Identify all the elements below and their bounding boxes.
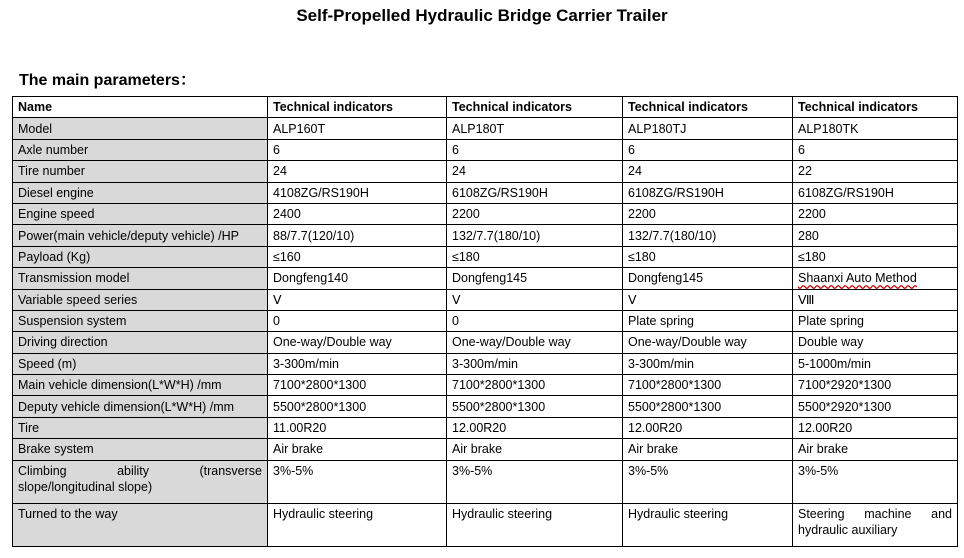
parameter-value-cell: Air brake <box>623 439 793 460</box>
table-row <box>13 396 958 417</box>
table-row <box>13 289 958 310</box>
section-heading: The main parameters： <box>19 72 196 89</box>
parameter-value-cell: 5500*2800*1300 <box>623 396 793 417</box>
parameter-value-cell: Air brake <box>793 439 958 460</box>
parameter-value-cell: 7100*2800*1300 <box>447 375 623 396</box>
table-row <box>13 460 958 503</box>
parameter-value-cell: 5500*2920*1300 <box>793 396 958 417</box>
parameter-value-cell: ≤180 <box>447 246 623 267</box>
parameter-value-cell: 6 <box>793 139 958 160</box>
parameter-value-cell: 6108ZG/RS190H <box>623 182 793 203</box>
parameter-value-cell: 12.00R20 <box>447 417 623 438</box>
table-row <box>13 225 958 246</box>
parameter-value-cell: 6108ZG/RS190H <box>447 182 623 203</box>
parameter-value-cell: 7100*2800*1300 <box>623 375 793 396</box>
table-row <box>13 439 958 460</box>
table-row <box>13 118 958 139</box>
parameter-value-cell: 5-1000m/min <box>793 353 958 374</box>
parameter-name-cell: Deputy vehicle dimension(L*W*H) /mm <box>13 396 268 417</box>
parameter-value-cell: 3%-5% <box>268 460 447 503</box>
parameter-value-cell: ≤180 <box>793 246 958 267</box>
table-row <box>13 139 958 160</box>
parameter-value-cell: 24 <box>623 161 793 182</box>
parameter-value-cell: 2200 <box>447 203 623 224</box>
parameter-value-cell: 7100*2920*1300 <box>793 375 958 396</box>
parameter-value-cell: Ⅴ <box>268 289 447 310</box>
parameter-value-cell: 22 <box>793 161 958 182</box>
parameter-name-cell: Tire <box>13 417 268 438</box>
parameter-value-cell: Dongfeng145 <box>447 268 623 289</box>
parameter-value-cell: 3-300m/min <box>268 353 447 374</box>
parameter-value-cell: ALP180T <box>447 118 623 139</box>
parameter-value-cell: One-way/Double way <box>623 332 793 353</box>
parameter-name-cell: Payload (Kg) <box>13 246 268 267</box>
parameter-value-cell: Dongfeng145 <box>623 268 793 289</box>
parameter-value-cell: 11.00R20 <box>268 417 447 438</box>
table-row <box>13 332 958 353</box>
parameter-value-cell: Plate spring <box>793 310 958 331</box>
parameter-value-cell: Double way <box>793 332 958 353</box>
parameter-value-cell: Air brake <box>268 439 447 460</box>
parameter-value-cell: 5500*2800*1300 <box>268 396 447 417</box>
header-cell: Technical indicators <box>793 97 958 118</box>
parameter-value-cell: 24 <box>268 161 447 182</box>
parameter-value-cell: 12.00R20 <box>623 417 793 438</box>
parameter-value-cell: Air brake <box>447 439 623 460</box>
parameter-value-cell: 6 <box>447 139 623 160</box>
parameter-value-cell <box>793 268 958 289</box>
parameter-value-cell: One-way/Double way <box>447 332 623 353</box>
parameter-value-cell: 5500*2800*1300 <box>447 396 623 417</box>
parameter-name-cell: Tire number <box>13 161 268 182</box>
parameter-value-cell: 6108ZG/RS190H <box>793 182 958 203</box>
parameter-value-cell: 2400 <box>268 203 447 224</box>
table-row <box>13 503 958 546</box>
parameter-value-cell: 4108ZG/RS190H <box>268 182 447 203</box>
table-row <box>13 161 958 182</box>
parameter-value-cell: Plate spring <box>623 310 793 331</box>
parameter-name-cell: Brake system <box>13 439 268 460</box>
parameter-name-cell: Driving direction <box>13 332 268 353</box>
parameter-name-cell: Climbing ability (transverse slope/longitudinal slope) <box>13 460 268 503</box>
parameter-value-cell: 3-300m/min <box>447 353 623 374</box>
parameter-value-cell: 6 <box>623 139 793 160</box>
parameter-value-cell: Ⅴ <box>447 289 623 310</box>
table-row <box>13 417 958 438</box>
parameter-value-cell: Ⅴ <box>623 289 793 310</box>
parameter-value-cell: 6 <box>268 139 447 160</box>
parameter-name-cell: Model <box>13 118 268 139</box>
parameter-name-cell: Axle number <box>13 139 268 160</box>
parameter-name-cell: Engine speed <box>13 203 268 224</box>
parameter-value-cell: 24 <box>447 161 623 182</box>
parameters-table <box>12 96 958 547</box>
parameter-value-cell: Hydraulic steering <box>268 503 447 546</box>
parameter-value-cell: Ⅷ <box>793 289 958 310</box>
parameter-value-cell: 88/7.7(120/10) <box>268 225 447 246</box>
parameter-value-cell: 7100*2800*1300 <box>268 375 447 396</box>
parameter-value-cell: 132/7.7(180/10) <box>447 225 623 246</box>
spellcheck-underlined-text: Shaanxi Auto Method <box>798 271 917 286</box>
parameter-name-cell: Suspension system <box>13 310 268 331</box>
header-cell: Technical indicators <box>268 97 447 118</box>
table-row <box>13 182 958 203</box>
parameter-name-cell: Transmission model <box>13 268 268 289</box>
parameter-value-cell: ≤180 <box>623 246 793 267</box>
parameter-value-cell: 3-300m/min <box>623 353 793 374</box>
page-title: Self-Propelled Hydraulic Bridge Carrier Trailer <box>296 6 668 25</box>
parameter-value-cell: ALP180TK <box>793 118 958 139</box>
table-row <box>13 268 958 289</box>
parameter-name-cell: Speed (m) <box>13 353 268 374</box>
parameter-value-cell: 0 <box>447 310 623 331</box>
parameter-value-cell: Dongfeng140 <box>268 268 447 289</box>
parameter-name-cell: Diesel engine <box>13 182 268 203</box>
table-row <box>13 246 958 267</box>
parameter-value-cell: 3%-5% <box>793 460 958 503</box>
parameter-value-cell: 3%-5% <box>447 460 623 503</box>
parameter-value-cell: 0 <box>268 310 447 331</box>
parameter-value-cell: 280 <box>793 225 958 246</box>
parameter-name-cell: Turned to the way <box>13 503 268 546</box>
table-row <box>13 203 958 224</box>
parameter-value-cell: One-way/Double way <box>268 332 447 353</box>
table-header-row <box>13 97 958 118</box>
parameter-value-cell: ≤160 <box>268 246 447 267</box>
parameter-value-cell: ALP160T <box>268 118 447 139</box>
parameter-value-cell: 132/7.7(180/10) <box>623 225 793 246</box>
table-row <box>13 375 958 396</box>
parameter-value-cell: 2200 <box>623 203 793 224</box>
header-cell: Technical indicators <box>623 97 793 118</box>
table-row <box>13 310 958 331</box>
parameter-value-cell: ALP180TJ <box>623 118 793 139</box>
header-cell: Name <box>13 97 268 118</box>
parameter-name-cell: Main vehicle dimension(L*W*H) /mm <box>13 375 268 396</box>
table-row <box>13 353 958 374</box>
parameter-name-cell: Variable speed series <box>13 289 268 310</box>
parameter-value-cell: 2200 <box>793 203 958 224</box>
parameter-value-cell: Steering machine and hydraulic auxiliary <box>793 503 958 546</box>
parameter-value-cell: Hydraulic steering <box>623 503 793 546</box>
parameter-value-cell: 3%-5% <box>623 460 793 503</box>
header-cell: Technical indicators <box>447 97 623 118</box>
parameter-value-cell: Hydraulic steering <box>447 503 623 546</box>
parameter-value-cell: 12.00R20 <box>793 417 958 438</box>
parameter-name-cell: Power(main vehicle/deputy vehicle) /HP <box>13 225 268 246</box>
